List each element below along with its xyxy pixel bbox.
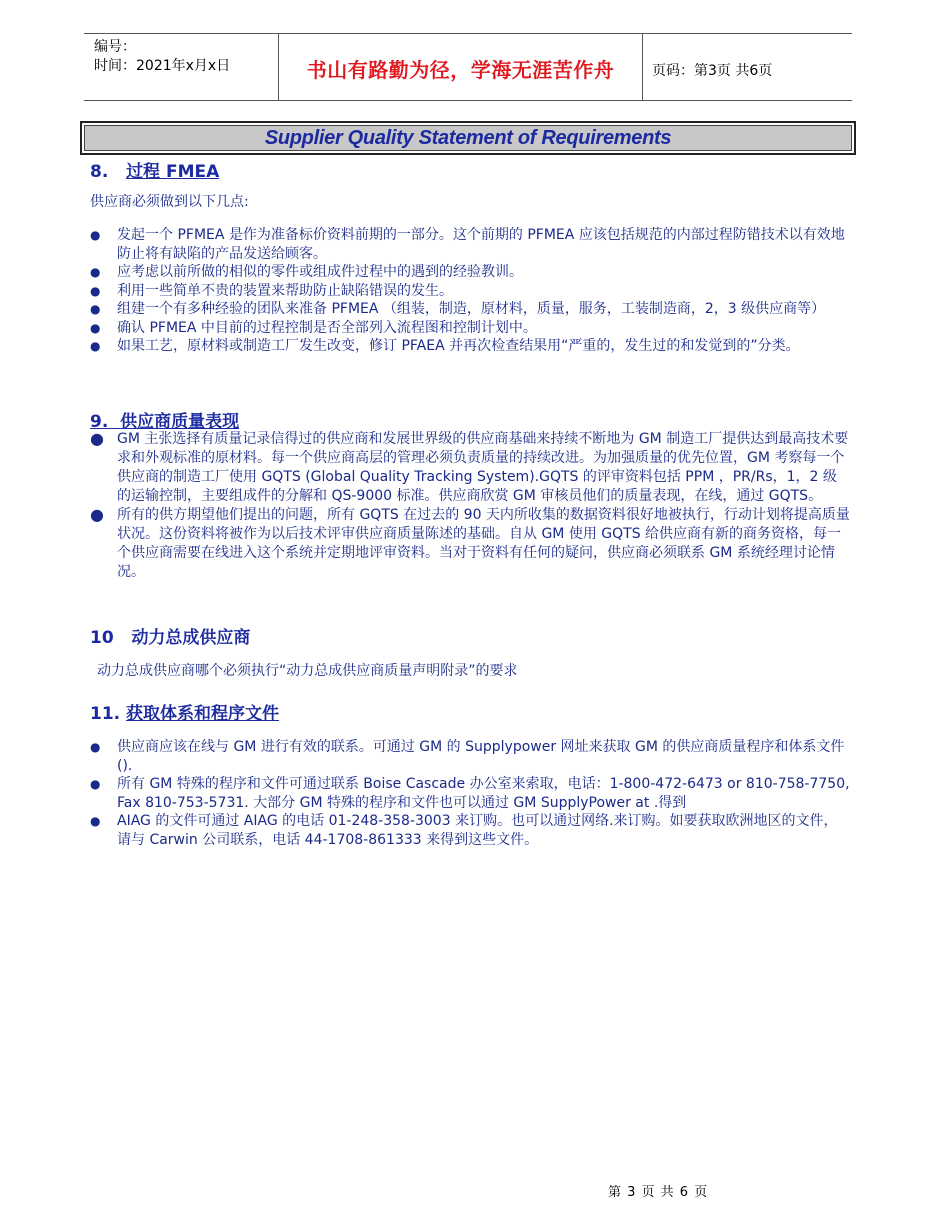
section-number: 8. <box>90 162 109 182</box>
section-10-body: 动力总成供应商哪个必须执行“动力总成供应商质量声明附录”的要求 <box>97 663 518 679</box>
section-number: 11. <box>90 704 121 724</box>
header-divider <box>642 34 643 100</box>
page-header <box>84 33 852 101</box>
list-item: ● 利用一些简单不贵的装置来帮助防止缺陷错误的发生。 <box>90 282 453 299</box>
list-item: ● 确认 PFMEA 中目前的过程控制是否全部列入流程图和控制计划中。 <box>90 319 537 336</box>
bullet-icon: ● <box>90 777 101 791</box>
section-number: 10 <box>90 628 114 648</box>
list-item: ● 应考虑以前所做的相似的零件或组成件过程中的遇到的经验教训。 <box>90 264 523 280</box>
list-item: ● 供应商应该在线与 GM 进行有效的联系。可通过 GM 的 Supplypower 网址来获取 GM 的供应商质量程序和体系文件(). <box>90 739 845 774</box>
section-9-list <box>90 430 850 582</box>
bullet-icon: ● <box>90 429 104 448</box>
section-title: 获取体系和程序文件 <box>126 704 280 724</box>
bullet-icon: ● <box>90 283 101 298</box>
bullet-icon: ● <box>90 302 101 316</box>
list-item: ● 如果工艺，原材料或制造工厂发生改变，修订 PFAEA 并再次检查结果用“严重的，发生过的和发觉到的”分类。 <box>90 338 800 354</box>
section-10-heading <box>90 623 250 648</box>
header-slogan: 书山有路勤为径，学海无涯苦作舟 <box>306 58 615 82</box>
section-8-heading <box>90 157 219 182</box>
list-item: ● 所有的供方期望他们提出的问题，所有 GQTS 在过去的 90 天内所收集的数据资料很好地被执行，行动计划将提高质量状况。这份资料将被作为以后技术评审供应商质量陈述的基础。自从 GM 使用 GQTS 给供应商有新的商务资格，每一个供应商需要在线进入这个系统并定期地评审资料。当对于资料有任何的疑问，供应商必须联系 GM 系统经理讨论情况。 <box>90 505 850 580</box>
section-title: 过程 FMEA <box>126 162 220 182</box>
bullet-icon: ● <box>90 265 101 279</box>
section-number: 9. <box>90 412 109 432</box>
section-9-heading <box>90 407 239 432</box>
page-footer: 第 3 页 共 6 页 <box>608 1185 709 1200</box>
bullet-icon: ● <box>90 228 101 242</box>
section-title: 供应商质量表现 <box>120 412 240 432</box>
list-item: ● AIAG 的文件可通过 AIAG 的电话 01-248-358-3003 来订购。也可以通过网络.来订购。如要获取欧洲地区的文件，请与 Carwin 公司联系，电话 44-1708-861333 来得到这些文件。 <box>90 813 838 848</box>
list-item: ● GM 主张选择有质量记录信得过的供应商和发展世界级的供应商基础来持续不断地为 GM 制造工厂提供达到最高技术要求和外观标准的原材料。每一个供应商高层的管理必须负责质量的持续改进。为加强质量的优先位置，GM 考察每一个供应商的制造工厂使用 GQTS (Global Quality Tracking System).GQTS 的评审资料包括 PPM ，PR/Rs，1，2 级的运输控制，主要组成件的分解和 QS-9000 标准。供应商欣赏 GM 审核员他们的质量表现，在线，通过 GQTS。 <box>90 429 849 504</box>
list-item: ● 发起一个 PFMEA 是作为准备标价资料前期的一部分。这个前期的 PFMEA 应该包括规范的内部过程防错技术以有效地防止将有缺陷的产品发送给顾客。 <box>90 227 845 262</box>
document-title-banner: Supplier Quality Statement of Requirements <box>80 121 856 155</box>
header-meta <box>94 38 230 76</box>
bullet-icon: ● <box>90 740 101 754</box>
section-8-intro: 供应商必须做到以下几点: <box>90 194 249 210</box>
document-date-label: 时间：2021年x月x日 <box>94 58 231 74</box>
section-11-heading <box>90 699 279 724</box>
section-8-list <box>90 226 850 356</box>
list-item: ● 组建一个有多种经验的团队来准备 PFMEA （组装，制造，原材料，质量，服务，工装制造商，2，3 级供应商等） <box>90 301 826 317</box>
header-page-number: 页码：第3页 共6页 <box>652 63 773 79</box>
bullet-icon: ● <box>90 505 104 524</box>
bullet-icon: ● <box>90 320 101 335</box>
document-number-label: 编号： <box>94 39 136 55</box>
section-title: 动力总成供应商 <box>131 628 251 648</box>
list-item: ● 所有 GM 特殊的程序和文件可通过联系 Boise Cascade 办公室来索取，电话：1-800-472-6473 or 810-758-7750, Fax 810-753-5731. 大部分 GM 特殊的程序和文件也可以通过 GM SupplyPower at .得到 <box>90 776 850 811</box>
bullet-icon: ● <box>90 814 101 828</box>
bullet-icon: ● <box>90 339 101 353</box>
section-11-list <box>90 738 850 849</box>
